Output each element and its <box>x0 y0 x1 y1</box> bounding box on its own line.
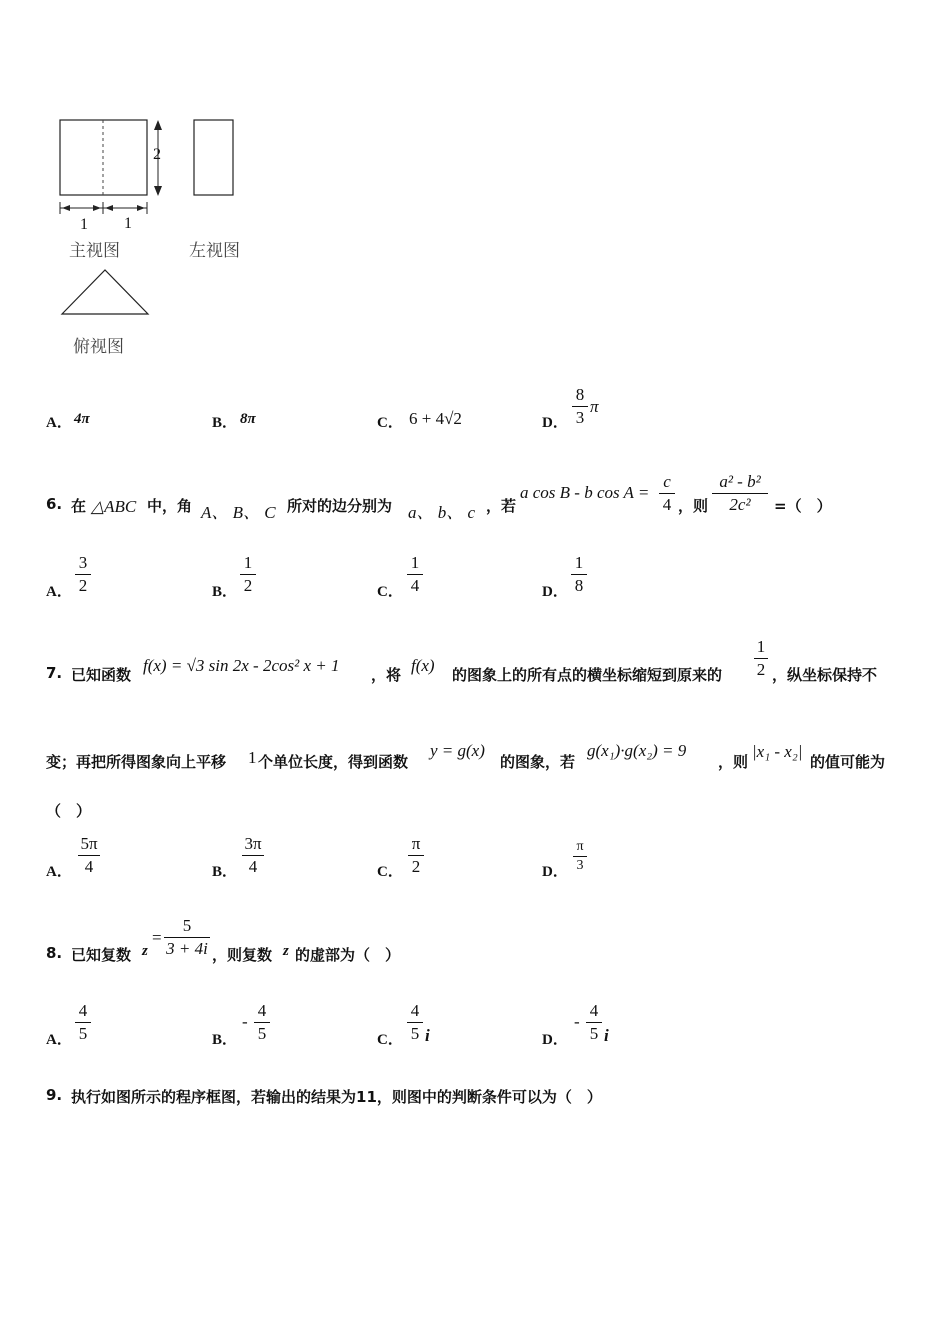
q7-text-8: ，则 <box>718 753 749 771</box>
q7-text-7: 的图象，若 <box>500 753 576 771</box>
q8-b-num: 4 <box>257 1001 267 1020</box>
q8-option-b-sign: - <box>242 1012 248 1031</box>
q8-d-num: 4 <box>589 1001 599 1020</box>
q6-cond-fraction <box>659 472 675 515</box>
width-label-left: 1 <box>80 216 88 233</box>
q7-number: 7. <box>46 664 63 682</box>
q7-b-den: 4 <box>248 857 258 876</box>
q7-option-a-fraction <box>78 834 100 877</box>
q5-option-b-label: B． <box>212 415 238 431</box>
q8-text-1: 已知复数 <box>71 946 132 964</box>
q6-option-a-label: A． <box>46 584 72 600</box>
q7-c-den: 2 <box>411 857 421 876</box>
q7-b-num: 3π <box>244 834 262 853</box>
q7-text-6: 个单位长度，得到函数 <box>258 753 409 771</box>
q9-number: 9. <box>46 1086 63 1104</box>
side-view-caption: 左视图 <box>189 241 240 261</box>
q8-option-a-label: A． <box>46 1032 72 1048</box>
q5-option-a-text: 4π <box>74 411 90 427</box>
q5-option-b-text: 8π <box>240 411 256 427</box>
q8-option-c-label: C． <box>377 1032 403 1048</box>
q7-one: 1 <box>248 748 257 767</box>
q7-fx: f(x) <box>411 656 435 675</box>
q6-text-4: ，若 <box>486 497 517 515</box>
q5-option-c-text: 6 + 4√2 <box>409 409 462 428</box>
q8-text-3: 的虚部为（ ） <box>295 946 401 964</box>
q7-option-c-fraction <box>408 834 424 877</box>
q8-option-b-label: B． <box>212 1032 238 1048</box>
q7-half-num: 1 <box>756 637 766 656</box>
q7-option-d-label: D． <box>542 864 568 880</box>
q7-abs-diff: |x₁ - x₂| <box>752 742 803 761</box>
q6-b-num: 1 <box>243 553 253 572</box>
q6-option-d-label: D． <box>542 584 568 600</box>
top-view-caption: 俯视图 <box>73 337 124 357</box>
q7-c-num: π <box>411 834 421 853</box>
q8-option-d-i: i <box>604 1026 609 1045</box>
q8-fraction <box>164 916 210 959</box>
q6-c-num: 1 <box>410 553 420 572</box>
q7-text-5: 变；再把所得图象向上平移 <box>46 753 227 771</box>
q6-expr-fraction <box>712 472 768 515</box>
q6-b-den: 2 <box>243 576 253 595</box>
q8-option-c-fraction <box>407 1001 423 1044</box>
q6-triangle: △ABC <box>91 497 137 516</box>
q7-paren: （ ） <box>46 802 92 820</box>
q8-num: 5 <box>182 916 192 935</box>
q6-cond-num: c <box>663 472 671 491</box>
q8-equals: = <box>152 928 162 947</box>
q7-half-den: 2 <box>756 660 766 679</box>
q7-a-num: 5π <box>80 834 98 853</box>
q5-option-d-pi: π <box>590 397 599 416</box>
front-view-caption: 主视图 <box>69 241 120 261</box>
q6-number: 6. <box>46 495 63 513</box>
q8-a-den: 5 <box>78 1024 88 1043</box>
q8-d-den: 5 <box>589 1024 599 1043</box>
side-view-rect <box>194 120 233 195</box>
q6-text-1: 在 <box>71 497 87 515</box>
q6-expr-den: 2c² <box>729 495 751 514</box>
q6-text-5: ，则 <box>678 497 709 515</box>
q7-a-den: 4 <box>84 857 94 876</box>
q7-half-fraction <box>754 637 768 680</box>
q7-d-num: π <box>576 839 584 854</box>
q6-a-num: 3 <box>78 553 88 572</box>
q8-option-a-fraction <box>75 1001 91 1044</box>
height-label: 2 <box>153 146 161 163</box>
q6-option-b-label: B． <box>212 584 238 600</box>
q6-angles: A、 B、 C <box>201 503 276 522</box>
q8-text-2: ，则复数 <box>212 946 273 964</box>
q6-sides: a、 b、 c <box>408 503 476 522</box>
q6-expr-num: a² - b² <box>719 472 761 491</box>
q7-text-3: 的图象上的所有点的横坐标缩短到原来的 <box>452 666 723 684</box>
q6-option-d-fraction <box>571 553 587 596</box>
q7-g-condition: g(x₁)·g(x₂) = 9 <box>587 741 687 760</box>
q6-condition: a cos B - b cos A = <box>520 483 650 502</box>
q5-option-d-label: D． <box>542 415 568 431</box>
q7-text-2: ，将 <box>371 666 402 684</box>
q7-option-b-label: B． <box>212 864 238 880</box>
q5-option-a-label: A． <box>46 415 72 431</box>
q6-option-a-fraction <box>75 553 91 596</box>
q6-cond-den: 4 <box>662 495 672 514</box>
q7-option-a-label: A． <box>46 864 72 880</box>
q6-text-2: 中，角 <box>147 497 193 515</box>
q8-a-num: 4 <box>78 1001 88 1020</box>
q8-den: 3 + 4i <box>166 939 208 958</box>
q5-d-num: 8 <box>575 385 585 404</box>
width-label-right: 1 <box>124 215 132 232</box>
q8-option-d-sign: - <box>574 1012 580 1031</box>
q8-number: 8. <box>46 944 63 962</box>
q7-function: f(x) = √3 sin 2x - 2cos² x + 1 <box>143 656 340 675</box>
q9-text: 执行如图所示的程序框图，若输出的结果为11，则图中的判断条件可以为（ ） <box>71 1088 602 1106</box>
q8-option-d-fraction <box>586 1001 602 1044</box>
q6-c-den: 4 <box>410 576 420 595</box>
q7-text-1: 已知函数 <box>71 666 132 684</box>
q8-c-den: 5 <box>410 1024 420 1043</box>
top-view-triangle <box>62 270 148 314</box>
q6-text-6: =（ ） <box>774 497 832 515</box>
q8-option-c-i: i <box>425 1026 430 1045</box>
q7-text-4: ，纵坐标保持不 <box>772 666 878 684</box>
q6-d-num: 1 <box>574 553 584 572</box>
q7-option-b-fraction <box>242 834 264 877</box>
q6-text-3: 所对的边分别为 <box>287 497 393 515</box>
q5-d-den: 3 <box>575 408 585 427</box>
q8-c-num: 4 <box>410 1001 420 1020</box>
q8-b-den: 5 <box>257 1024 267 1043</box>
q5-option-d-fraction <box>572 385 588 428</box>
q7-text-9: 的值可能为 <box>810 753 886 771</box>
q8-z-2: z <box>283 943 289 959</box>
q6-option-c-label: C． <box>377 584 403 600</box>
q5-option-c-label: C． <box>377 415 403 431</box>
q8-z: z <box>142 943 148 959</box>
q7-g-function: y = g(x) <box>430 741 485 760</box>
q7-option-d-fraction <box>573 839 587 874</box>
q7-d-den: 3 <box>576 858 584 873</box>
q8-option-b-fraction <box>254 1001 270 1044</box>
q6-d-den: 8 <box>574 576 584 595</box>
q6-option-b-fraction <box>240 553 256 596</box>
q6-option-c-fraction <box>407 553 423 596</box>
q8-option-d-label: D． <box>542 1032 568 1048</box>
q7-option-c-label: C． <box>377 864 403 880</box>
q6-a-den: 2 <box>78 576 88 595</box>
